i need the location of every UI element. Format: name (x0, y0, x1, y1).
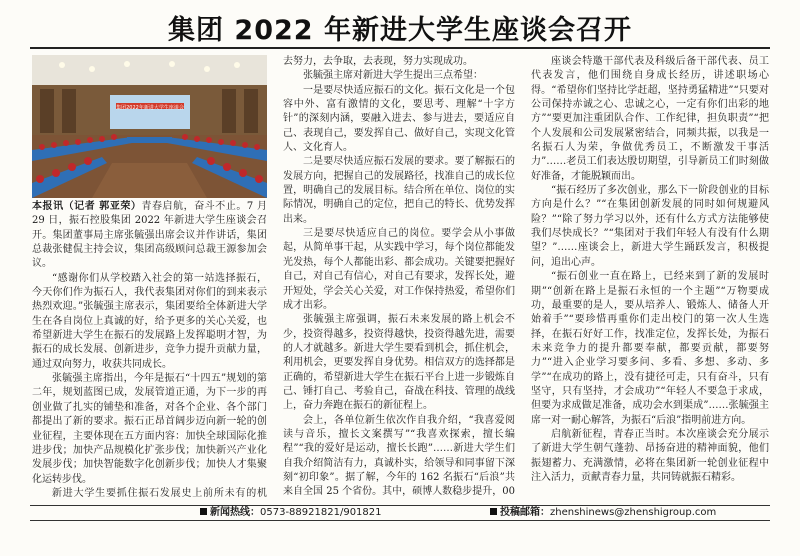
news-hotline: 新闻热线：0573-88921821/901821 (200, 506, 382, 520)
article-paragraph: 去努力，去争取，去表现，努力实现成功。 (283, 56, 473, 67)
article-paragraph: “感谢你们从学校踏入社会的第一站选择振石，今天你们作为振石人，我代表集团对你们的到来表示热烈欢迎。”张毓强主席表示，集团要给全体新进大学生在各自岗位上真诚的好，给予更多的关心关爱，也希望新进大学生在振石的发展路上发挥聪明才智，为振石的成长发展、创新进步，竞争力提升贡献力量，通过双向努力，收获共同成长。 (32, 272, 267, 370)
hotline-number: 0573-88921821/901821 (260, 507, 382, 518)
article-column-3 (531, 55, 769, 500)
square-bullet-icon (490, 508, 497, 515)
article-column-1 (32, 200, 267, 500)
screen-banner: 集团2022年新进大学生座谈会 (116, 105, 184, 111)
title-rule (30, 47, 770, 49)
article-paragraph: “振石创业一直在路上，已经来到了新的发展时期”“创新在路上是振石永恒的一个主题”“万物要成功，最重要的是人，要从培养人、锻炼人、储备人开始着手”“要珍惜再重你们走出校门的第一次人生选择，在振石好好工作，找准定位，发挥长处，为振石未来竞争力的提升都要奉献，都要贡献，都要努力”“进入企业学习要多问、多看、多想、多动、多学”“在成功的路上，没有捷径可走，只有奋斗，只有坚守，只有坚持，才会成功”“年轻人不要急于求成，但要为求成做足准备，成功会水到渠成”……张毓强主席一对一耐心解答，为振石“后浪”指明前进方向。 (531, 271, 769, 426)
article-paragraph: 张毓强主席指出，今年是振石“十四五”规划的第二年，规划蓝图已成，发展管道正通，为下一步的再创业做了扎实的铺垫和准备，对各个企业、各个部门都提出了新的要求。振石正昂首阔步迈向新一轮的创业征程，主要体现在五方面内容：加快全球国际化推进步伐；加快产品规模化扩张步伐；加快新兴产业化发展步伐；加快智能数字化创新步伐；加快人才集聚化运转步伐。 (32, 373, 267, 485)
article-paragraph: 会上，各单位新生依次作自我介绍，“我喜爱阅读与音乐，擅长文案撰写”“我喜欢探索，擅长编程”“我的爱好是运动，擅长长跑”……新进大学生们自我介绍简洁有力，真诚朴实，给领导和同事留下深刻“初印象”。据了解，今年的 162 名振石“后浪”共来自全国 25 个省份。其中，硕博人数稳步提升，00 (283, 414, 515, 498)
submission-email: 投稿邮箱：zhenshinews@zhenshigroup.com (490, 506, 716, 520)
footer-bar (30, 505, 770, 521)
email-address[interactable]: zhenshinews@zhenshigroup.com (550, 507, 717, 518)
article-paragraph: 二是要尽快适应振石发展的要求。要了解振石的发展方向，把握自己的发展路径，找准自己的成长位置，明确自己的发展目标。结合所在单位、岗位的实际情况，明确自己的定位，把自己的特长、优势发挥出来。 (283, 156, 515, 225)
byline: 本报讯（记者 郭亚荣） (32, 201, 142, 212)
article-paragraph: 新进大学生要抓住振石发展史上前所未有的机 (52, 487, 267, 499)
article-paragraph: 本报讯（记者 郭亚荣）青春启航，奋斗不止。7 月 29 日，振石控股集团 2022 年新进大学生座谈会召开。集团董事局主席张毓强出席会议并作讲话，集团总裁张健侃主持会议，集团高级顾问总裁王源参加会议。 (32, 201, 267, 270)
article-paragraph: 三是要尽快适应自己的岗位。要学会从小事做起，从简单事干起，从实践中学习，每个岗位都能发光发热，每个人都能出彩、都会成功。关键要把握好自己，对自己有信心，对自己有要求，发挥长处，避开短处，学会关心关爱，对工作保持热爱，希望你们成才出彩。 (283, 228, 515, 311)
square-bullet-icon (200, 508, 207, 515)
page-margin (0, 530, 800, 556)
meeting-photo (32, 55, 267, 198)
article-paragraph: 启航新征程，青春正当时。本次座谈会充分展示了新进大学生朝气蓬勃、昂扬奋进的精神面貌，他们振翅蓄力、充满激情，必将在集团新一轮创业征程中注入活力，贡献青春力量，共同铸就振石精彩。 (531, 428, 769, 483)
article-paragraph: 座谈会特邀干部代表及科级后备干部代表、员工代表发言，他们围绕自身成长经历，讲述职场心得。“希望你们坚持比学赶超，坚持勇猛精进”“只要对公司保持赤诚之心、忠诚之心，一定有你们出彩的地方”“要更加注重团队合作、工作纪律，担负职责”“把个人发展和公司发展紧密结合，同频共振，以我是一名振石人为荣，争做优秀员工，不断激发干事活力”……老员工们表达殷切期望，引导新员工们时刻做好准备，才能脱颖而出。 (531, 56, 769, 182)
article-paragraph: “振石经历了多次创业，那么下一阶段创业的目标方向是什么？”“在集团创新发展的同时如何规避风险？”“除了努力学习以外，还有什么方式方法能够使我们尽快成长？”“集团对于我们年轻人有没有什么期望？”……座谈会上，新进大学生踊跃发言，积极提问，追出心声。 (531, 185, 769, 268)
article-column-2 (283, 55, 515, 500)
page-title: 集团 2022 年新进大学生座谈会召开 (168, 15, 632, 46)
article-paragraph: 张毓强主席强调，振石未来发展的路上机会不少，投资得越多，投资得越快，投资得越先进，需要的人才就越多。新进大学生要看到机会，抓住机会，利用机会，更要发挥自身优势。相信双方的选择都是正确的，希望新进大学生在振石平台上进一步锻炼自己、锤打自己、考验自己，奋战在科技、管理的战线上，奋力奔跑在振石的新征程上。 (283, 314, 515, 412)
article-paragraph: 张毓强主席对新进大学生提出三点希望： (303, 70, 483, 82)
article-paragraph: 一是要尽快适应振石的文化。振石文化是一个包容中外、富有激情的文化，要思考、理解“十字方针”的深刻内涵，要融入进去、参与进去，要适应自己、表现自己，要发挥自己、做好自己，实现文化管人、文化育人。 (283, 84, 515, 154)
